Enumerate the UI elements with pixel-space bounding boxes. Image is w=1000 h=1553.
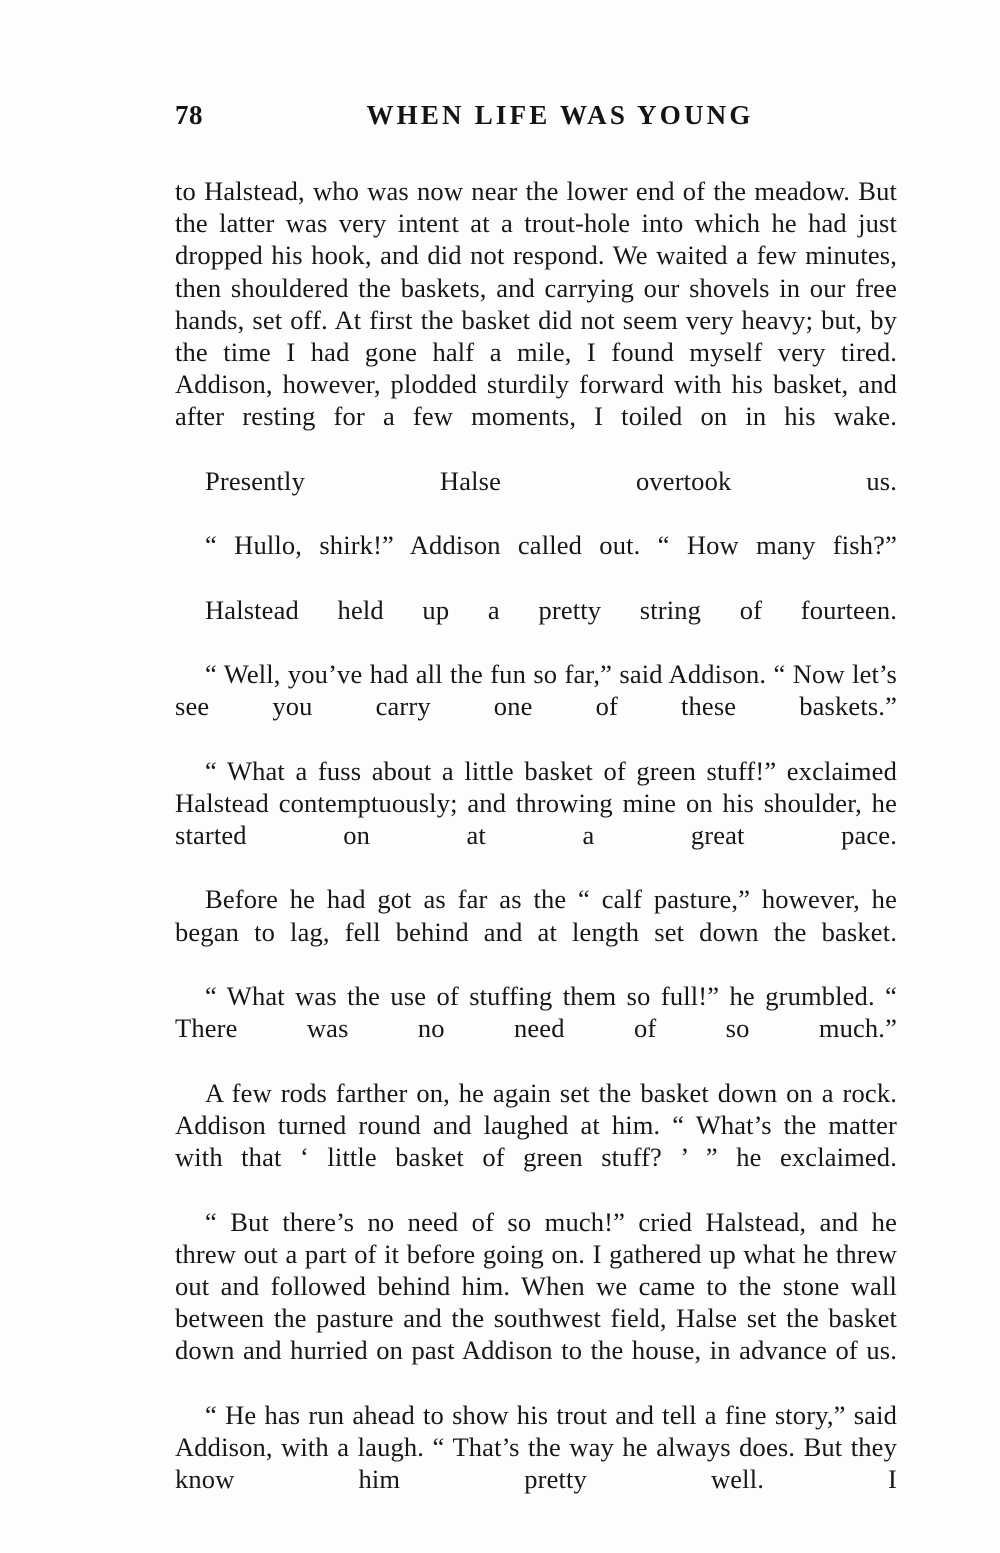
paragraph: A few rods farther on, he again set the basket down on a rock. Addison turned round and laughed at him. “ What’s the matter with that ‘ little basket of green stuff? ’ ” he exclaimed. <box>175 1077 897 1173</box>
paragraph: “ Hullo, shirk!” Addison called out. “ How many fish?” <box>205 530 897 561</box>
paragraph: “ But there’s no need of so much!” cried Halstead, and he threw out a part of it before going on. I gathered up what he threw out and followed behind him. When we came to the stone wall between the pasture and the southwest field, Halse set the basket down and hurried on past Addison to the house, in advance of us. <box>175 1206 897 1366</box>
paragraph: “ He has run ahead to show his trout and tell a fine story,” said Addison, with a laugh. “ That’s the way he always does. But they know him pretty well. I <box>175 1399 897 1495</box>
page-header <box>175 100 895 131</box>
paragraph: “ What was the use of stuffing them so full!” he grumbled. “ There was no need of so much.” <box>175 981 897 1044</box>
paragraph: Before he had got as far as the “ calf pasture,” however, he began to lag, fell behind and at length set down the basket. <box>175 884 897 947</box>
paragraph: “ What a fuss about a little basket of green stuff!” exclaimed Halstead contemptuously; and throwing mine on his shoulder, he started on at a great pace. <box>175 755 897 851</box>
paragraph: “ Well, you’ve had all the fun so far,” said Addison. “ Now let’s see you carry one of these baskets.” <box>175 659 897 722</box>
paragraph: Presently Halse overtook us. <box>205 465 897 496</box>
paragraph: Halstead held up a pretty string of fourteen. <box>205 594 897 625</box>
body-text <box>175 175 897 1528</box>
paragraph: to Halstead, who was now near the lower end of the meadow. But the latter was very intent at a trout-hole into which he had just dropped his hook, and did not respond. We waited a few minutes, then shouldered the baskets, and carrying our shovels in our free hands, set off. At first the basket did not seem very heavy; but, by the time I had gone half a mile, I found myself very tired. Addison, however, plodded sturdily forward with his basket, and after resting for a few moments, I toiled on in his wake. <box>175 176 897 432</box>
running-title: WHEN LIFE WAS YOUNG <box>366 100 754 130</box>
page-number: 78 <box>175 100 203 130</box>
